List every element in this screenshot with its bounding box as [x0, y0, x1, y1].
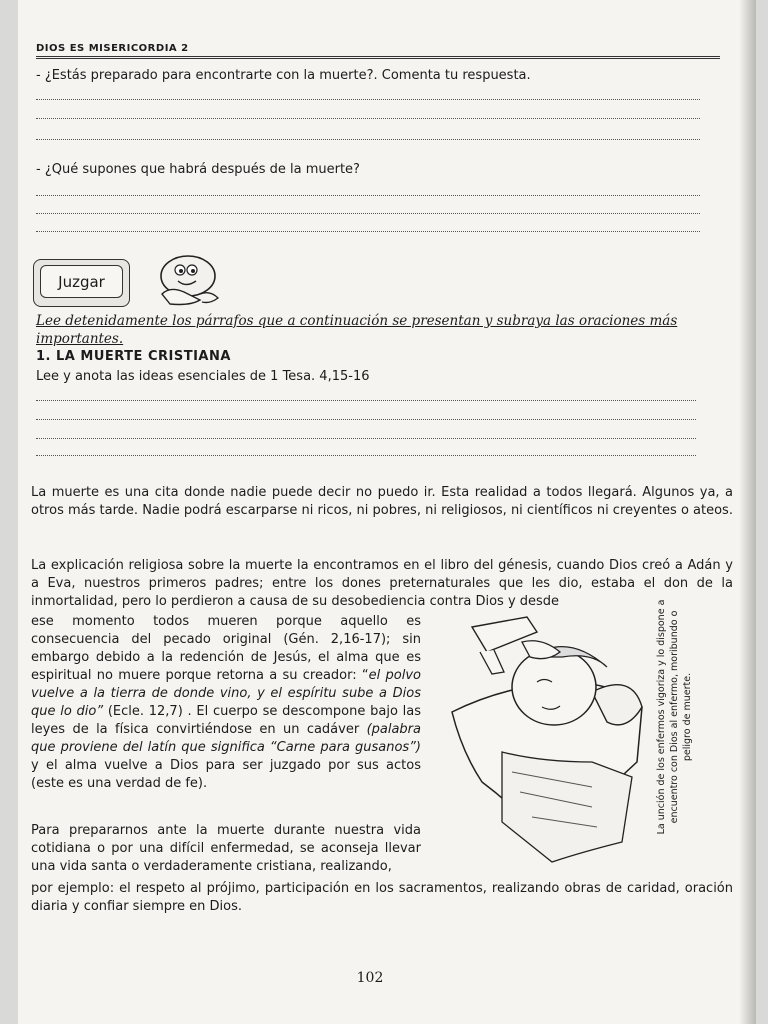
answer-line[interactable]: [36, 231, 700, 232]
answer-line[interactable]: [36, 213, 700, 214]
answer-line[interactable]: [36, 419, 696, 420]
question-1: - ¿Estás preparado para encontrarte con la muerte?. Comenta tu respuesta.: [36, 68, 531, 83]
page-number: 102: [356, 970, 384, 986]
page-header: DIOS ES MISERICORDIA 2: [36, 43, 720, 59]
paragraph-2-text-b: (Ecle. 12,7) . El cuerpo se descompone bajo las leyes de la física convirtiéndose en un cadáver: [31, 704, 421, 737]
paragraph-2-body: [31, 613, 421, 793]
paragraph-2-text-a: ese momento todos mueren porque aquello es consecuencia del pecado original (Gén. 2,16-17); sin embargo debido a la redención de Jesús, el alma que es espiritual no muere porque retorna a su creador: “: [31, 614, 421, 683]
answer-line[interactable]: [36, 400, 696, 401]
answer-line[interactable]: [36, 195, 700, 196]
question-2: - ¿Qué supones que habrá después de la muerte?: [36, 162, 360, 177]
answer-line[interactable]: [36, 118, 700, 119]
illustration-caption: La unción de los enfermos vigoriza y lo dispone a encuentro con Dios al enfermo, moribundo o peligro de muerte.: [656, 599, 693, 835]
paragraph-2-top: La explicación religiosa sobre la muerte la encontramos en el libro del génesis, cuando Dios creó a Adán y a Eva, nuestros primeros padres; entre los dones preternaturales que les dio, estaba el don de la inmortalidad, pero lo perdieron a causa de su desobediencia contra Dios y desde: [31, 558, 733, 609]
answer-line[interactable]: [36, 455, 696, 456]
latin-note: (palabra que proviene del latín que significa “Carne para gusanos”): [31, 722, 421, 755]
reading-face-icon: [140, 254, 230, 310]
bible-quote: el polvo vuelve a la tierra de donde vino, y el espíritu sube a Dios que lo dio”: [31, 668, 421, 719]
paragraph-2-text-c: y el alma vuelve a Dios para ser juzgado por sus actos (este es una verdad de fe).: [31, 758, 421, 791]
sick-person-illustration: [442, 612, 652, 872]
paragraph-3-top: Para prepararnos ante la muerte durante nuestra vida cotidiana o por una difícil enfermedad, se aconseja llevar una vida santa o verdaderamente cristiana, realizando,: [31, 823, 421, 874]
page-edge-shadow: [740, 0, 756, 1024]
section-title: 1. LA MUERTE CRISTIANA: [36, 349, 231, 364]
answer-line[interactable]: [36, 99, 700, 100]
paragraph-3-bottom: por ejemplo: el respeto al prójimo, participación en los sacramentos, realizando obras de caridad, oración diaria y confiar siempre en Dios.: [31, 881, 733, 914]
answer-line[interactable]: [36, 438, 696, 439]
answer-line[interactable]: [36, 139, 700, 140]
paragraph-1: La muerte es una cita donde nadie puede decir no puedo ir. Esta realidad a todos llegará. Algunos ya, a otros más tarde. Nadie podrá escarparse ni ricos, ni pobres, ni religiosos, ni científicos ni creyentes o ateos.: [31, 485, 733, 518]
judge-label-box: [33, 259, 130, 307]
instruction-text: Lee detenidamente los párrafos que a continuación se presentan y subraya las oraciones más importantes.: [36, 313, 678, 347]
judge-label: Juzgar: [40, 265, 123, 298]
section-subtitle: Lee y anota las ideas esenciales de 1 Tesa. 4,15-16: [36, 369, 370, 384]
